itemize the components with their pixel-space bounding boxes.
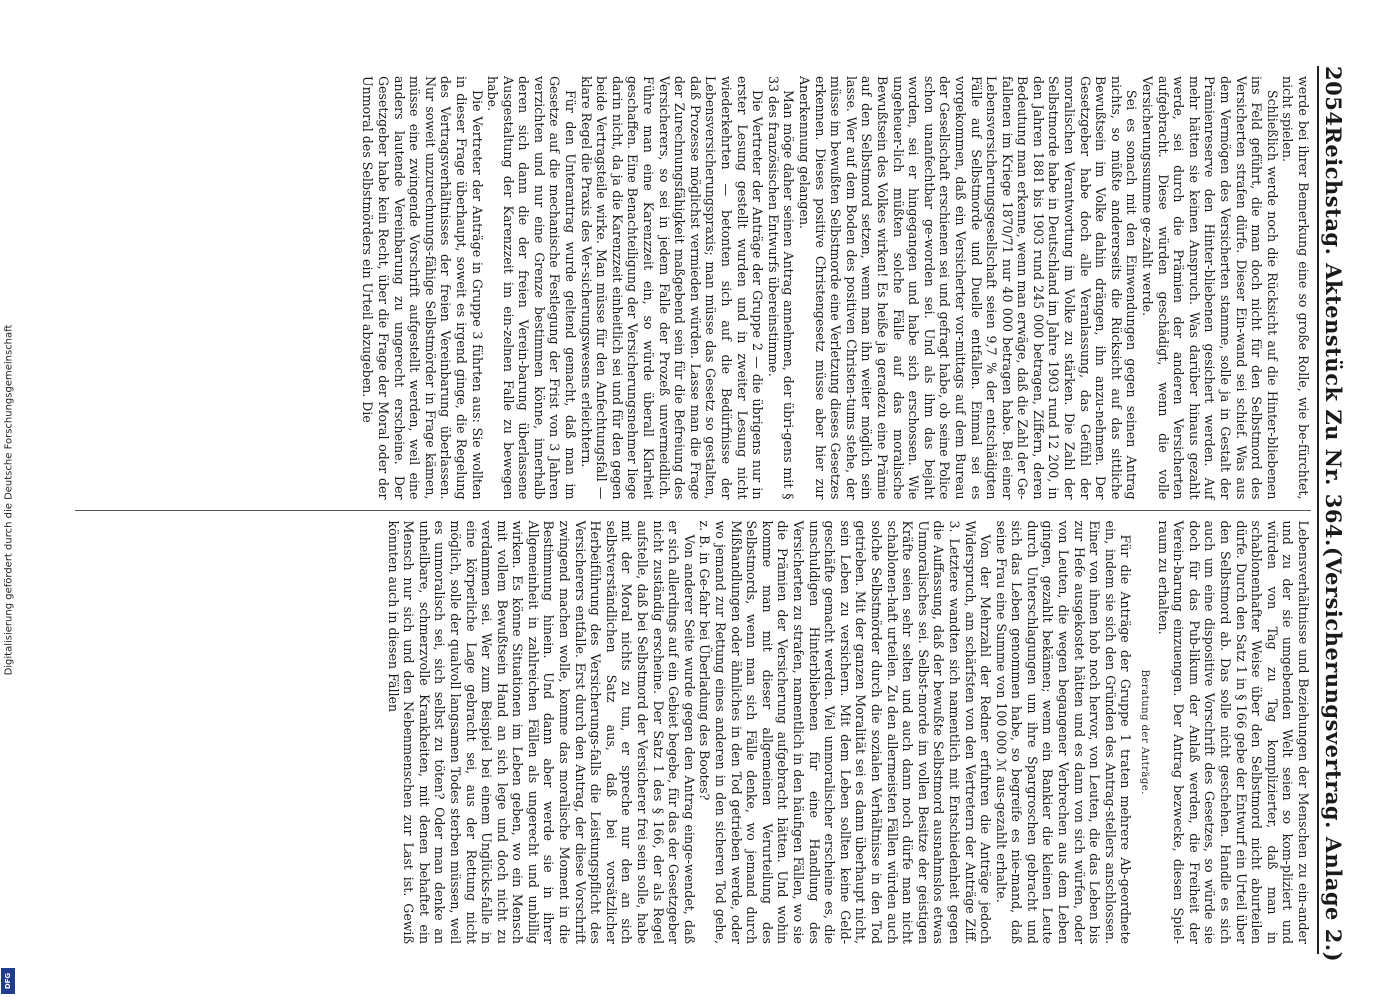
paragraph: Von anderer Seite wurde gegen den Antrag einge-wendet, daß er sich allerdings auf ein Gebiet begebe, für das der Gesetzgeber nicht zuständig erscheine. Der Satz 1 des § 166, der als Regel aufstelle, daß bei Selbstmord der Versicherer frei sein solle, habe mit der Moral nichts zu tun, er spreche nur den an sich selbstverständlichen Satz aus, daß bei vorsätzlicher Herbeiführung des Versicherungs-falls die Leistungspflicht des Versicherers entfalle. Erst durch den Antrag, der diese Vorschrift zwingend machen wolle, komme das moralische Moment in die Bestimmung hinein. Und dann aber werde sie in ihrer Allgemeinheit in zahlreichen Fällen als ungerecht und unbillig wirken. Es könne Situationen im Leben geben, wo ein Mensch mit vollem Bewußtsein Hand an sich lege und doch nicht zu verdammen sei. Wer zum Beispiel bei einem Unglücks-falle in eine körperliche Lage gebracht sei, aus der Rettung nicht möglich, solle der qualvoll langsamen Todes sterben müssen, weil es unmoralisch sei, sich selbst zu töten? Oder man denke an unheilbare, schmerzvolle Krankheiten, mit denen behaftet ein Mensch nur sich und den Nebenmenschen zur Last ist. Gewiß könnten auch in diesen Fällen: [385, 520, 697, 944]
paragraph: Für die Anträge der Gruppe 1 traten mehrere Ab-geordnete ein, indem sie sich den Gründen des Antrag-stellers anschlossen. Einer von ihnen hob noch hervor, von Leuten, die das Leben bis zur Hefe ausgekostet hätten und es dann von sich würfen, oder von Leuten, die wegen begangener Verbrechen aus dem Leben gingen, gezahlt bekämen; wenn ein Bankier die kleinen Leute durch Unterschlagungen um ihre Spargroschen gebracht und sich das Leben genommen habe, so begreife es nie-mand, daß seine Frau eine Summe von 100 000 ℳ aus-gezahlt erhalte.: [993, 520, 1134, 944]
paragraph: Lebensverhältnisse und Beziehungen der Menschen zu ein-ander und zu der sie umgebenden Welt seien so kom-pliziert und würden von Tag zu Tag komplizierter, daß man in schablonenhafter Weise über den Selbstmord nicht aburteilen dürfe. Durch den Satz 1 in § 166 gebe der Entwurf ein Urteil über den Selbstmord ab. Das solle nicht geschehen. Handle es sich auch um eine dispositive Vorschrift des Gesetzes, so würde sie doch für das Pub-likum der Anlaß werden, die Freiheit der Verein-barung einzuengen. Der Antrag bezwecke, diesen Spiel-raum zu erhalten.: [1155, 520, 1311, 944]
column-left: [75, 66, 1311, 510]
page-title: Reichstag. Aktenstück Zu Nr. 364.: [1321, 126, 1346, 547]
section-subheading: Beratung der Anträge.: [1139, 669, 1151, 795]
digitization-credit-text: Digitalisierung gefördert durch die Deutsche Forschungsgemeinschaft: [3, 324, 15, 676]
paragraph: Für den Unterantrag wurde geltend gemacht, daß man im Gesetze auf die mechanische Festlegung der Frist von 3 Jahren verzichten und nur eine Grenze bestimmen könne, innerhalb deren sich dann die der freien Verein-barung überlassene Ausgestaltung der Karenzzeit im ein-zelnen Falle zu bewegen habe.: [485, 76, 579, 500]
digitization-credit: [2, 0, 16, 1000]
paragraph: Von der Mehrzahl der Redner erfuhren die Anträge jedoch Widerspruch, am schärfsten von den Vertretern der Anträge Ziff. 3. Letztere wandten sich namentlich mit Entschiedenheit gegen die Auffassung, daß der bewußte Selbstmord ausnahmslos etwas Unmoralisches sei. Selbst-morde im vollen Besitze der geistigen Kräfte seien sehr selten und auch dann noch dürfe man nicht schablonen-haft urteilen. Zu den allermeisten Fällen würden auch solche Selbstmörder durch die sozialen Verhältnisse in den Tod getrieben. Mit der ganzen Moralität sei es dann überhaupt nicht, sein Leben zu versichern. Mit dem Leben sollten keine Geld-geschäfte gemacht werden. Viel unmoralischer erscheine es, die unschuldigen Hinterbliebenen für eine Handlung des Versicherten zu strafen, namentlich in den häufigen Fällen, wo sie die Prämien der Versicherung aufgebracht hätten. Und wohin komme man mit dieser allgemeinen Verurteilung des Selbstmords, wenn man sich Fälle denke, wo jemand durch Mißhandlungen oder ähnliches in den Tod getrieben werde, oder wo jemand zur Rettung eines anderen in den sicheren Tod gehe, z. B. in Ge-fahr bei Überladung des Bootes?: [697, 520, 994, 944]
paragraph: werde bei ihrer Bemerkung eine so große Rolle, wie be-fürchtet, nicht spielen.: [1280, 76, 1311, 500]
rotated-page-content: [70, 60, 1350, 963]
page-header: [1317, 66, 1346, 963]
dfg-logo: [1, 968, 15, 994]
paragraph: Sei es sonach mit den Einwendungen gegen seinen Antrag nichts, so müßte andererseits die Rücksicht auf das sittliche Bewußtsein im Volke dahin drängen, ihn anzu-nehmen. Der Gesetzgeber habe doch alle Veranlassung, das Gefühl der moralischen Verantwortung im Volke zu stärken. Die Zahl der Selbstmorde habe in Deutschland im Jahre 1903 rund 12 200, in den Jahren 1881 bis 1903 rund 245 000 betragen, Ziffern, deren Bedeutung man erkenne, wenn man erwäge, daß die Zahl der Ge-fallenen im Kriege 1870/71 nur 40 000 betragen habe. Bei einer Lebensversicherungsgesellschaft seien 9,7 % der entschädigten Fälle auf Selbstmorde und Duelle entfallen. Einmal sei es vorgekommen, daß ein Versicherter vor-mittags auf dem Bureau der Gesellschaft erschienen sei und gefragt habe, ob seine Police schon unanfechtbar ge-worden sei. Und als ihm das bejaht worden, sei er hingegangen und habe sich erschossen. Wie ungeheuer-lich müßten solche Fälle auf das moralische Bewußtsein des Volkes wirken! Es heiße ja geradezu eine Prämie auf den Selbstmord setzen, wenn man ihn weiter möglich sein lasse. Wer auf dem Boden des positiven Christen-tums stehe, der müsse im bewußten Selbstmorde eine Verletzung dieses Gesetzes erkennen. Dieses positive Christengesetz müsse aber hier zur Anerkennung gelangen.: [797, 76, 1140, 500]
page-number: 2054: [1321, 66, 1346, 127]
paragraph: Schließlich werde noch die Rücksicht auf die Hinter-bliebenen ins Feld geführt, die man doch nicht für den Selbstmord des Versicherten strafen dürfe. Dieser Ein-wand sei schief. Was aus dem Vermögen des Versicherten stamme, solle ja in Gestalt der Prämienreserve den Hinter-bliebenen gesichert werden. Auf mehr hätten sie keinen Anspruch. Was darüber hinaus gezahlt werde, sei durch die Prämien der anderen Versicherten aufgebracht. Diese würden geschädigt, wenn die volle Versicherungssumme ge-zahlt werde.: [1140, 76, 1280, 500]
column-right: [75, 510, 1311, 955]
page-section: (Versicherungsvertrag. Anlage 2.): [1321, 546, 1346, 963]
dfg-logo-text: DFG: [4, 972, 12, 990]
text-columns: [75, 66, 1311, 954]
document-page: [60, 50, 1360, 970]
paragraph: Man möge daher seinen Antrag annehmen, der übri-gens mit § 33 des französischen Entwurfs übereinstimme.: [765, 76, 797, 500]
paragraph: Die Vertreter der Anträge der Gruppe 2 — die übrigens nur in erster Lesung gestellt wurden und in zweiter Lesung nicht wiederkehrten — betonten sich auf die Bedürfnisse der Lebensversicherungspraxis; man müsse das Gesetz so gestalten, daß Prozesse möglichst vermieden würden. Lasse man die Frage der Zurechnungsfähigkeit maßgebend sein für die Befreiung des Versicherers, so sei in jedem Falle der Prozeß unvermeidlich. Führe man eine Karenzzeit ein, so würde überall Klarheit geschaffen. Eine Benachteiligung der Versicherungsnehmer liege darin nicht, da ja die Karenzzeit einheitlich sei und für den gegen beide Vertragsteile wirke. Man müsse für den Anfechtungsfall — klare Regel die Praxis des Ver-sicherungswesens erleichtern.: [578, 76, 766, 500]
paragraph: Die Vertreter der Anträge in Gruppe 3 führten aus: Sie wollten in dieser Frage überhaupt, soweit es irgend ginge, die Regelung des Vertragsverhältnisses der freien Vereinbarung überlassen. Nur soweit unzurechnungs-fähige Selbstmörder in Frage kämen, müsse eine zwingende Vorschrift aufgestellt werden, weil eine anders lautende Vereinbarung zu ungerecht erscheine. Der Gesetzgeber habe kein Recht, über die Frage der Moral oder der Unmoral des Selbstmörders ein Urteil abzugeben. Die: [360, 76, 485, 500]
